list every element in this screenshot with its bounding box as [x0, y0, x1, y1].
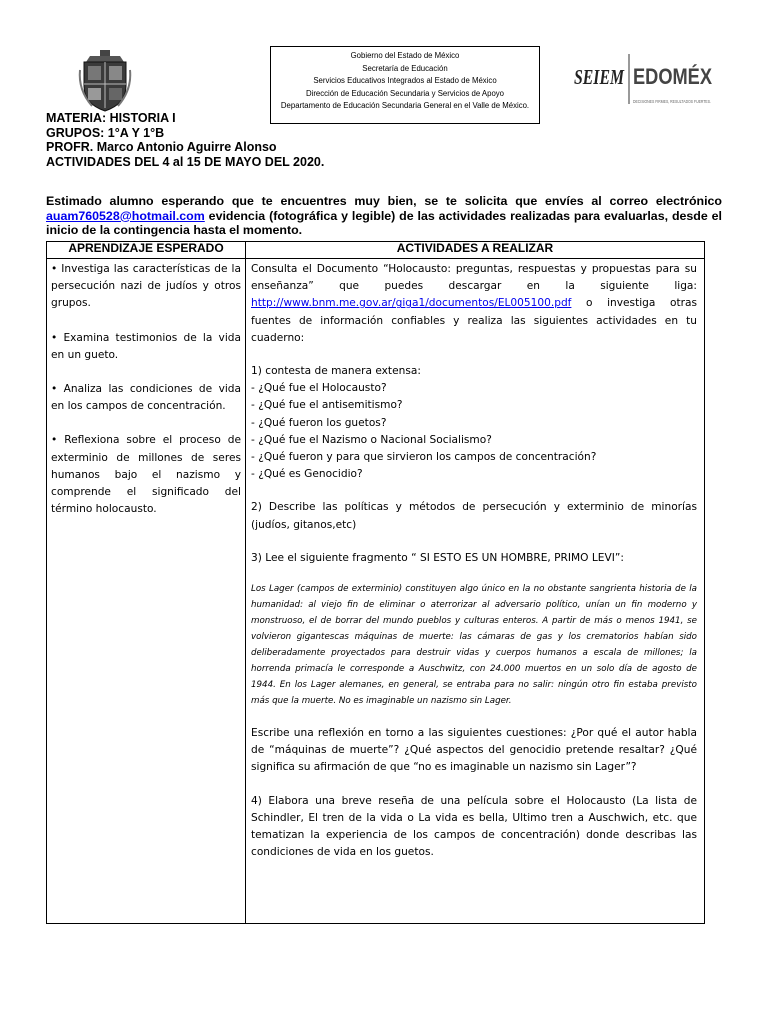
activities-dates: ACTIVIDADES DEL 4 al 15 DE MAYO DEL 2020. — [46, 154, 325, 169]
question-item: - ¿Qué es Genocidio? — [251, 468, 363, 481]
aprendizajes-cell — [47, 259, 246, 924]
gov-line: Dirección de Educación Secundaria y Servicios de Apoyo — [305, 88, 505, 98]
activity-item-4: 4) Elabora una breve reseña de una película sobre el Holocausto (La lista de Schindler, El tren de la vida o La vida es bella, Ultimo tren a Auschwich, etc. que tematizan la experiencia de los campos de concentración) donde describas las condiciones de vida en los guetos. — [251, 794, 697, 859]
materia: MATERIA: HISTORIA I — [46, 111, 176, 125]
profesor: PROFR. Marco Antonio Aguirre Alonso — [46, 140, 277, 155]
question-item: - ¿Qué fue el Nazismo o Nacional Socialismo? — [251, 433, 492, 446]
gov-line: Secretaría de Educación — [362, 63, 448, 73]
aprendizaje-item: • Reflexiona sobre el proceso de exterminio de millones de seres humanos bajo el nazismo y comprende el significado del término holocausto. — [51, 434, 241, 516]
document-link[interactable]: http://www.bnm.me.gov.ar/giga1/documentos/EL005100.pdf — [251, 297, 572, 310]
aprendizaje-item: • Examina testimonios de la vida en un gueto. — [51, 331, 241, 361]
intro-paragraph — [46, 194, 722, 238]
activities-intro-before: Consulta el Documento “Holocausto: preguntas, respuestas y propuestas para su enseñanza” que puedes descargar en la siguiente liga: — [251, 263, 697, 293]
question-item: - ¿Qué fue el antisemitismo? — [251, 399, 403, 412]
intro-text-after: evidencia (fotográfica y legible) de las actividades realizadas para evaluarlas, desde el inicio de la contingencia hasta el momento. — [46, 208, 722, 238]
gov-line: Servicios Educativos Integrados al Estado de México — [313, 76, 497, 86]
logo-slogan: DECISIONES FIRMES, RESULTADOS FUERTES. — [633, 99, 711, 104]
col-header-actividades: ACTIVIDADES A REALIZAR — [246, 242, 705, 259]
question-item: - ¿Qué fueron y para que sirvieron los campos de concentración? — [251, 451, 597, 464]
state-coat-of-arms-icon — [80, 50, 130, 112]
table-row — [47, 259, 705, 924]
activities-intro — [251, 261, 697, 347]
intro-text-before: Estimado alumno esperando que te encuentres muy bien, se te solicita que envíes al correo electrónico — [46, 194, 722, 208]
gov-line: Gobierno del Estado de México — [350, 51, 460, 60]
grupos: GRUPOS: 1°A Y 1°B — [46, 125, 165, 140]
actividades-cell — [246, 259, 705, 924]
question-item: - ¿Qué fueron los guetos? — [251, 416, 387, 429]
aprendizaje-item: • Investiga las características de la persecución nazi de judíos y otros grupos. — [51, 263, 241, 310]
col-header-aprendizaje: APRENDIZAJE ESPERADO — [47, 242, 246, 259]
activity-item-2: 2) Describe las políticas y métodos de persecución y exterminio de minorías (judíos, gitanos,etc) — [251, 501, 697, 531]
gov-line: Departamento de Educación Secundaria General en el Valle de México. — [280, 101, 530, 111]
questions-title: 1) contesta de manera extensa: — [251, 365, 421, 378]
reflection-prompt: Escribe una reflexión en torno a las siguientes cuestiones: ¿Por qué el autor habla de “máquinas de muerte”? ¿Qué aspectos del genocidio pretende resaltar? ¿Qué significa su afirmación de que “no es imaginable un nazismo sin Lager”? — [251, 727, 697, 774]
table-header-row — [47, 242, 705, 259]
seiem-edomex-logo — [574, 50, 714, 108]
logo-seiem: SEIEM — [574, 65, 625, 89]
aprendizaje-item: • Analiza las condiciones de vida en los campos de concentración. — [51, 383, 241, 413]
question-item: - ¿Qué fue el Holocausto? — [251, 382, 387, 395]
activities-table — [46, 241, 705, 924]
email-link[interactable]: auam760528@hotmail.com — [46, 208, 205, 223]
levi-fragment: Los Lager (campos de exterminio) constituyen algo único en la no obstante sangrienta historia de la humanidad: al viejo fin de eliminar o aterrorizar al adversario político, unían un fin moderno y monstruoso, el de borrar del mundo pueblos y culturas enteros. A partir de más o menos 1941, se volvieron gigantescas máquinas de muerte: las cámaras de gas y los crematorios habían sido deliberadamente proyectados para destruir vidas y cuerpos humanos a escala de millones; la horrenda primacía le corresponde a Auschwitz, con 24.000 muertos en un solo día de agosto de 1944. En los Lager alemanes, en general, se entraba para no salir: ningún otro fin estaba previsto más que la muerte. No es imaginable un nazismo sin Lager. — [251, 584, 697, 707]
logo-edomex: EDOMÉX — [633, 64, 713, 89]
activity-item-3: 3) Lee el siguiente fragmento “ SI ESTO ES UN HOMBRE, PRIMO LEVI”: — [251, 551, 624, 564]
activities-intro-after: o investiga otras fuentes de información confiables y realiza las siguientes actividades en tu cuaderno: — [251, 297, 697, 344]
course-info — [46, 111, 324, 169]
